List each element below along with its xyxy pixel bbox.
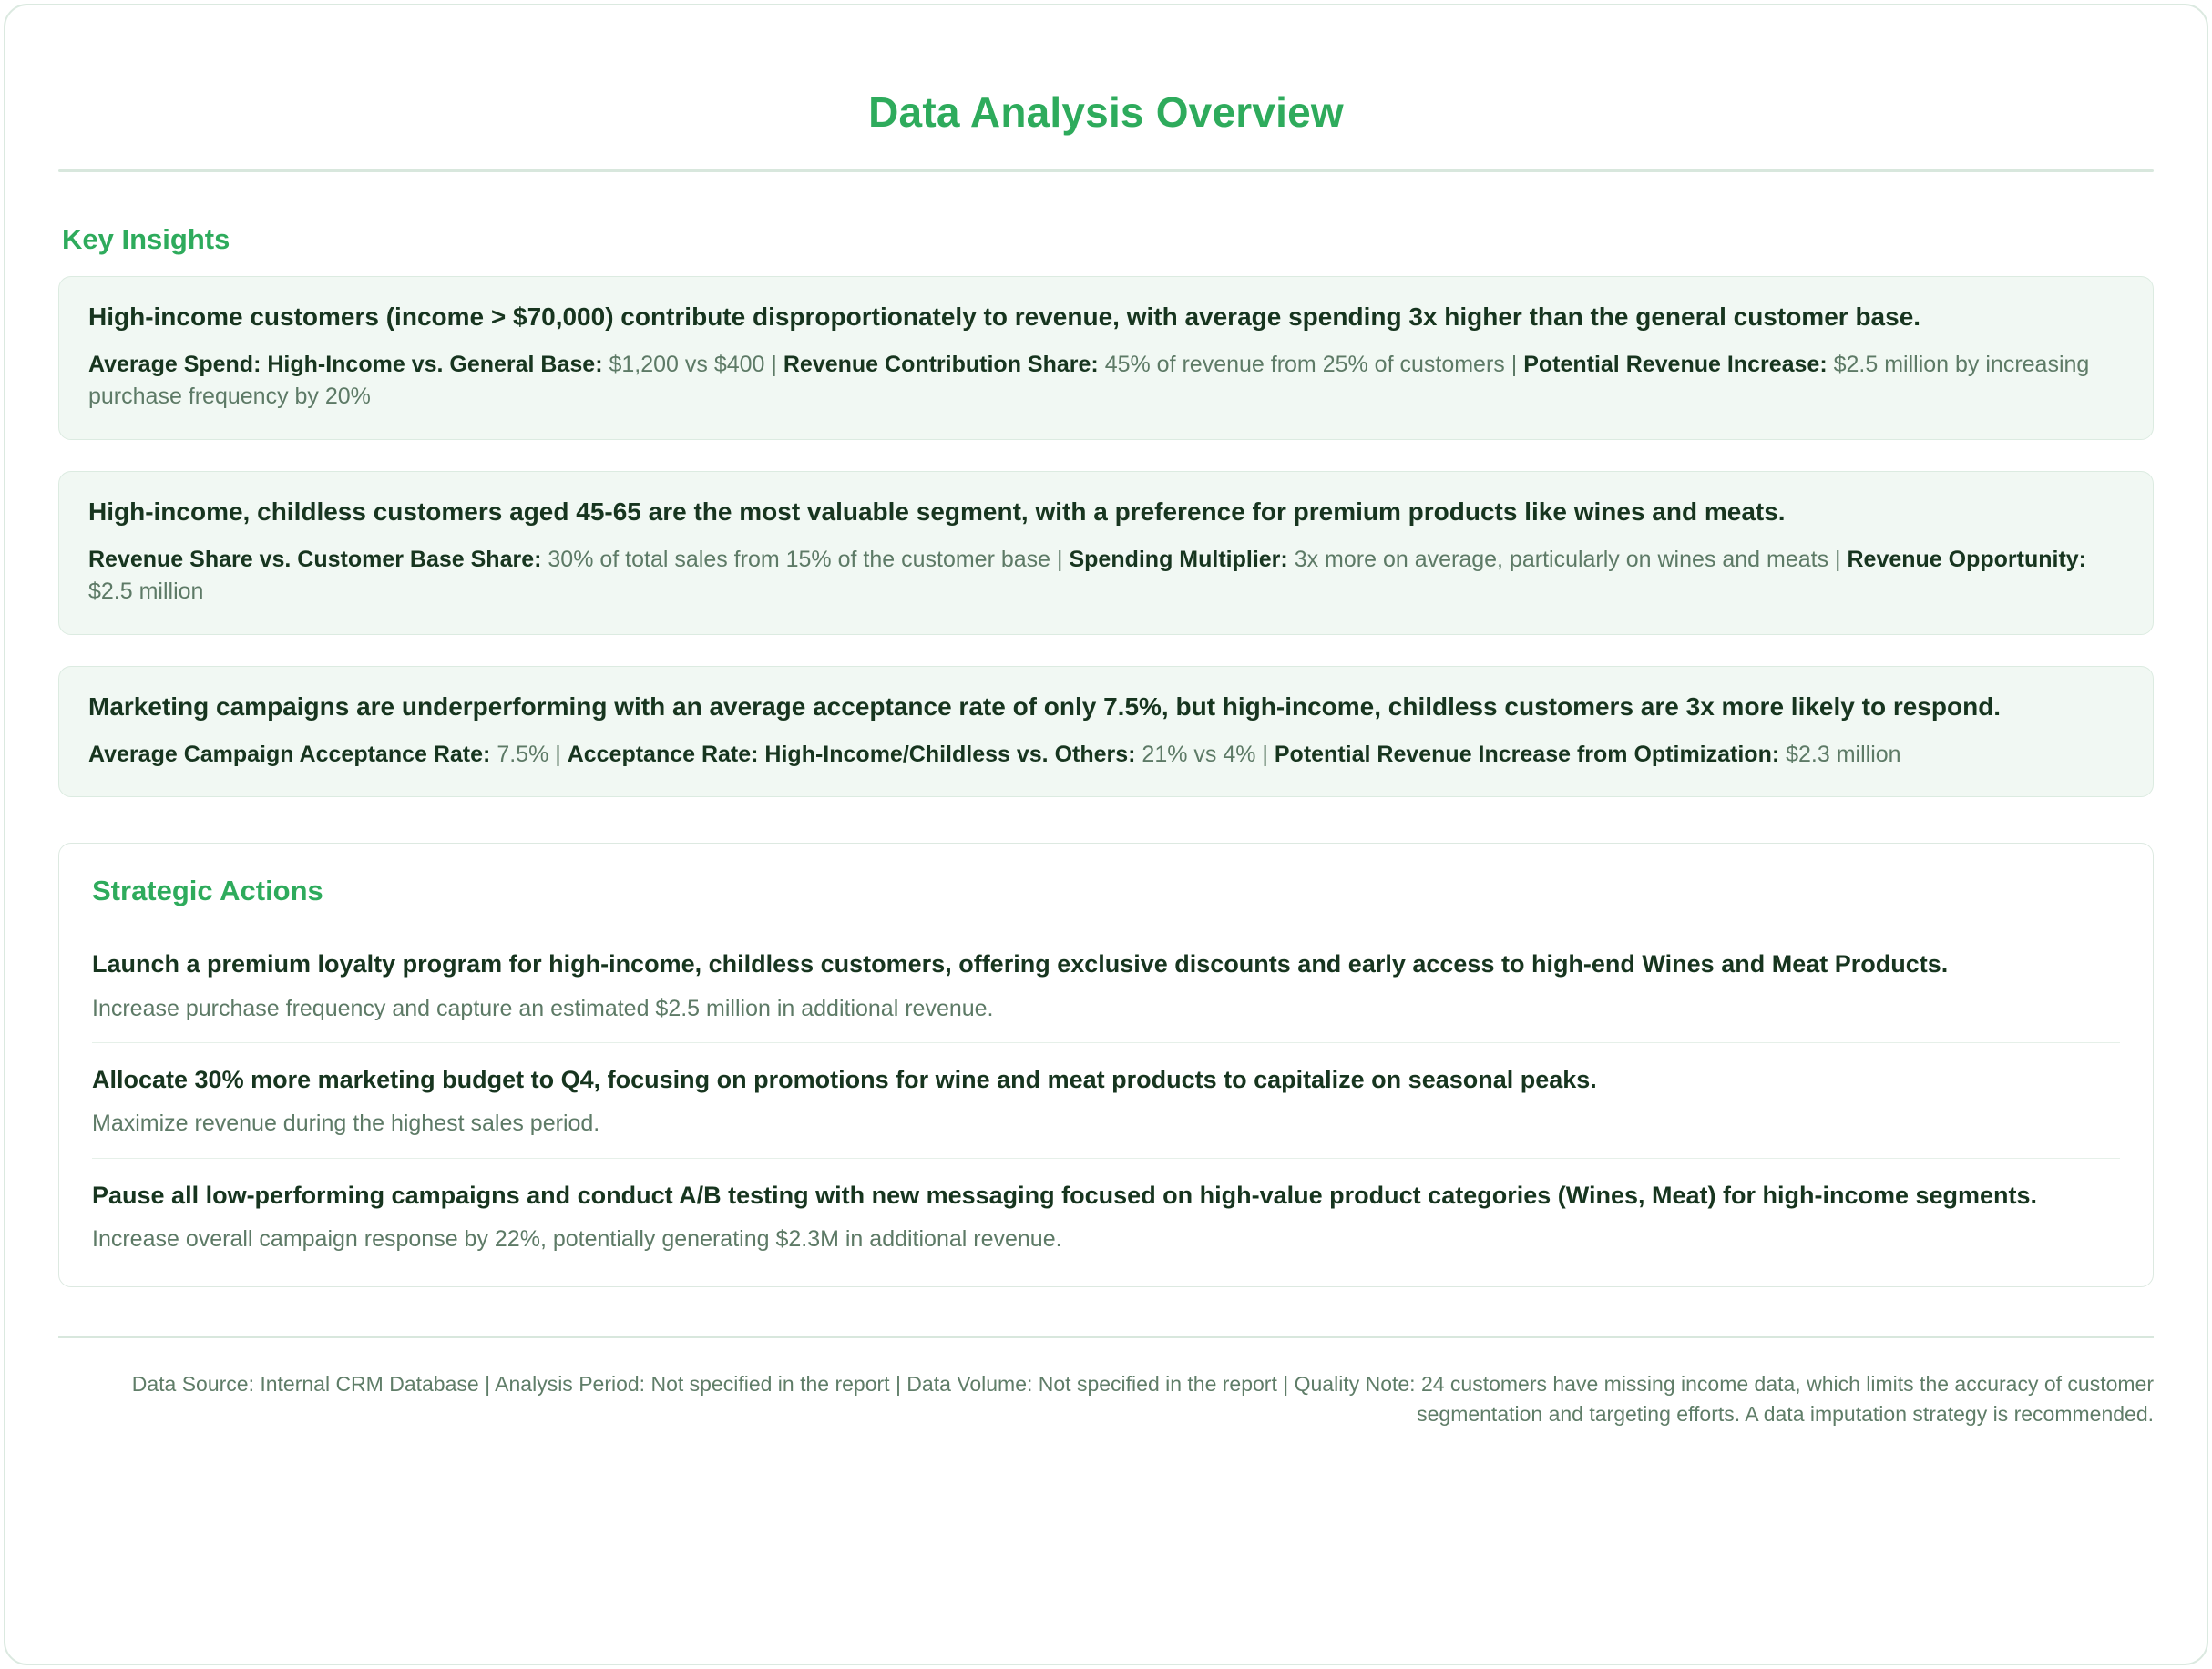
metric-label: Average Campaign Acceptance Rate:	[88, 741, 491, 767]
key-insights-heading: Key Insights	[62, 223, 230, 255]
action-item	[92, 1063, 2120, 1159]
metric-value: 7.5%	[497, 741, 549, 767]
metric-label: Spending Multiplier:	[1069, 546, 1288, 572]
footer-divider	[58, 1336, 2154, 1338]
insight-headline: High-income, childless customers aged 45-65 are the most valuable segment, with a preference for premium products like wines and meats.	[88, 497, 1786, 526]
report-frame	[4, 4, 2208, 1665]
insight-metrics	[88, 349, 2124, 414]
metric-value: 45% of revenue from 25% of customers	[1104, 351, 1505, 377]
key-insights-list	[58, 276, 2154, 797]
metric-value: $2.5 million by increasing purchase frequency by 20%	[88, 351, 2090, 410]
metric-label: Revenue Opportunity:	[1847, 546, 2087, 572]
insight-metrics	[88, 544, 2124, 609]
metric-value: $2.3 million	[1786, 741, 1901, 767]
footer-note: Data Source: Internal CRM Database | Analysis Period: Not specified in the report | Data Volume: Not specified in the report | Quality Note: 24 customers have missing income data, which limits the accuracy of customer segmentation and targeting efforts. A data imputation strategy is recommended.	[131, 1372, 2154, 1427]
metric-value: 21% vs 4%	[1142, 741, 1256, 767]
metric-value: 3x more on average, particularly on wines and meats	[1294, 546, 1829, 572]
metric-label: Potential Revenue Increase:	[1523, 351, 1828, 377]
title-divider	[58, 169, 2154, 172]
metric-label: Potential Revenue Increase from Optimization:	[1274, 741, 1780, 767]
metric-separator: |	[548, 741, 568, 767]
strategic-actions-panel	[58, 843, 2154, 1287]
metric-separator: |	[1504, 351, 1524, 377]
metric-value: $2.5 million	[88, 579, 204, 605]
metric-label: Acceptance Rate: High-Income/Childless vs. Others:	[567, 741, 1136, 767]
insight-metrics	[88, 739, 2124, 772]
strategic-actions-heading: Strategic Actions	[92, 875, 323, 907]
metric-separator: |	[764, 351, 783, 377]
action-text: Allocate 30% more marketing budget to Q4, focusing on promotions for wine and meat products to capitalize on seasonal peaks.	[92, 1066, 1597, 1094]
action-impact: Increase overall campaign response by 22%, potentially generating $2.3M in additional revenue.	[92, 1226, 1062, 1253]
insight-card	[58, 471, 2154, 635]
action-item	[92, 947, 2120, 1043]
metric-label: Average Spend: High-Income vs. General Base:	[88, 351, 603, 377]
action-item	[92, 1179, 2120, 1259]
metric-separator: |	[1050, 546, 1070, 572]
insight-headline: Marketing campaigns are underperforming with an average acceptance rate of only 7.5%, but high-income, childless customers are 3x more likely to respond.	[88, 691, 2002, 721]
metric-value: $1,200 vs $400	[609, 351, 765, 377]
page-title: Data Analysis Overview	[868, 88, 1344, 136]
action-impact: Maximize revenue during the highest sales period.	[92, 1111, 600, 1137]
metric-label: Revenue Share vs. Customer Base Share:	[88, 546, 542, 572]
action-impact: Increase purchase frequency and capture an estimated $2.5 million in additional revenue.	[92, 995, 994, 1021]
action-text: Launch a premium loyalty program for high-income, childless customers, offering exclusive discounts and early access to high-end Wines and Meat Products.	[92, 950, 1949, 978]
metric-label: Revenue Contribution Share:	[783, 351, 1099, 377]
metric-value: 30% of total sales from 15% of the customer base	[548, 546, 1051, 572]
insight-card	[58, 666, 2154, 797]
metric-separator: |	[1255, 741, 1275, 767]
action-text: Pause all low-performing campaigns and conduct A/B testing with new messaging focused on high-value product categories (Wines, Meat) for high-income segments.	[92, 1182, 2038, 1210]
metric-separator: |	[1828, 546, 1848, 572]
strategic-actions-list	[92, 947, 2120, 1259]
insight-card	[58, 276, 2154, 440]
insight-headline: High-income customers (income > $70,000) contribute disproportionately to revenue, with average spending 3x higher than the general customer base.	[88, 302, 1921, 331]
